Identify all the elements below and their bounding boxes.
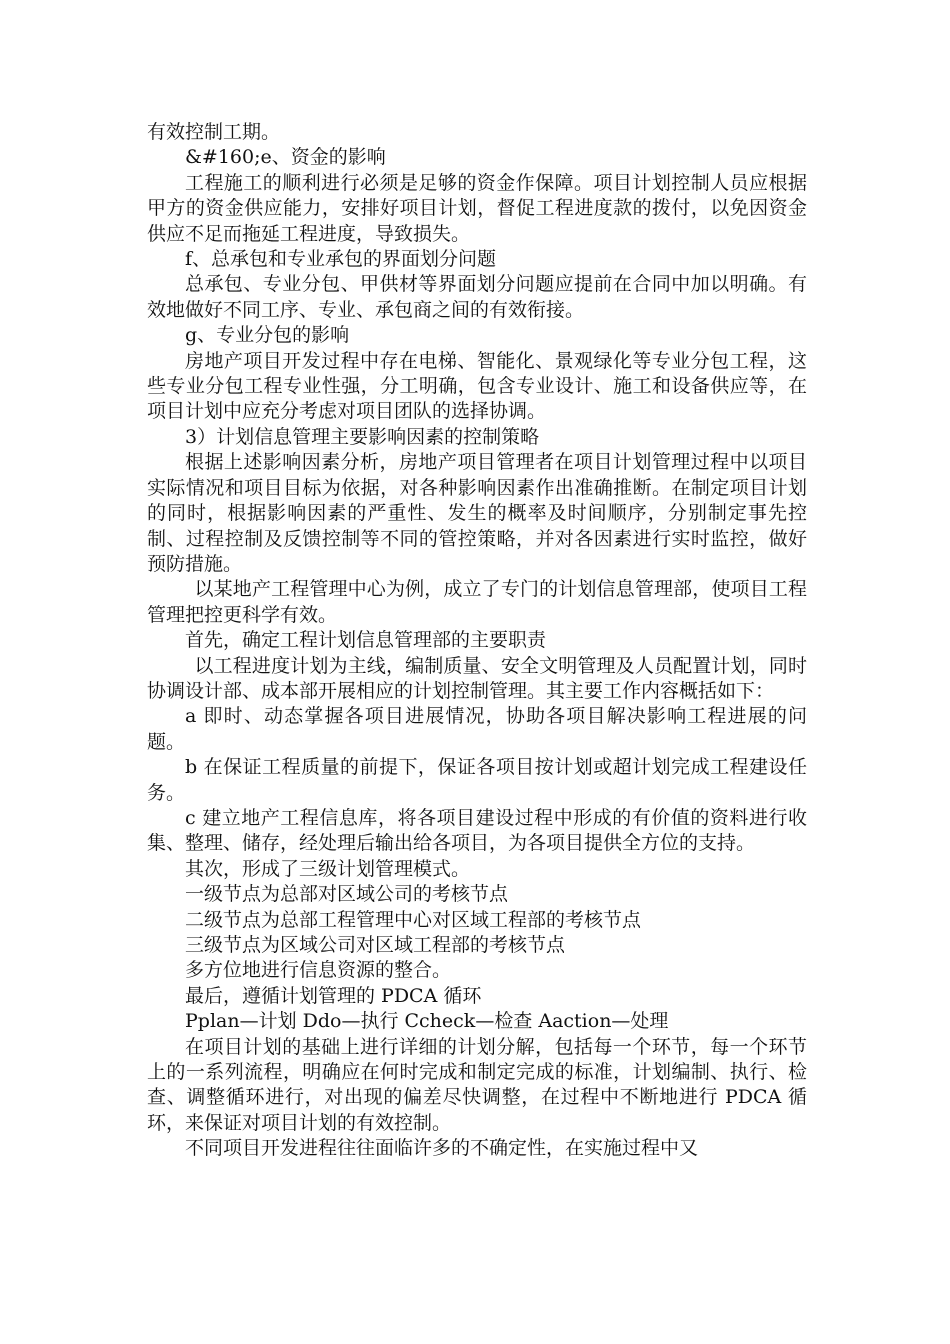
section-heading: 首先，确定工程计划信息管理部的主要职责: [185, 629, 547, 652]
paragraph: Pplan—计划 Ddo—执行 Ccheck—检查 Aaction—处理: [185, 1010, 669, 1033]
section-heading: g、专业分包的影响: [185, 324, 350, 347]
paragraph: 房地产项目开发过程中存在电梯、智能化、景观绿化等专业分包工程，这些专业分包工程专业性强，分工明确，包含专业设计、施工和设备供应等，在项目计划中应充分考虑对项目团队的选择协调。: [147, 349, 807, 423]
paragraph: 以某地产工程管理中心为例，成立了专门的计划信息管理部，使项目工程管理把控更科学有效。: [147, 578, 807, 626]
list-item: a 即时、动态掌握各项目进展情况，协助各项目解决影响工程进展的问题。: [147, 705, 807, 753]
section-heading: &#160;e、资金的影响: [185, 146, 386, 169]
list-item: 二级节点为总部工程管理中心对区域工程部的考核节点: [185, 908, 642, 931]
document-body: [147, 120, 807, 1162]
list-item: 一级节点为总部对区域公司的考核节点: [185, 883, 509, 906]
paragraph: 有效控制工期。: [147, 121, 281, 143]
paragraph: 总承包、专业分包、甲供材等界面划分问题应提前在合同中加以明确。有效地做好不同工序、专业、承包商之间的有效衔接。: [147, 273, 807, 321]
section-heading: 3）计划信息管理主要影响因素的控制策略: [185, 425, 540, 448]
paragraph: 在项目计划的基础上进行详细的计划分解，包括每一个环节，每一个环节上的一系列流程，明确应在何时完成和制定完成的标准，计划编制、执行、检查、调整循环进行，对出现的偏差尽快调整，在过程中不断地进行 PDCA 循环，来保证对项目计划的有效控制。: [147, 1035, 807, 1134]
paragraph: 不同项目开发进程往往面临许多的不确定性，在实施过程中又: [185, 1137, 699, 1160]
section-heading: 最后，遵循计划管理的 PDCA 循环: [185, 984, 482, 1007]
list-item: 三级节点为区域公司对区域工程部的考核节点: [185, 934, 566, 956]
paragraph: 工程施工的顺利进行必须是足够的资金作保障。项目计划控制人员应根据甲方的资金供应能力，安排好项目计划，督促工程进度款的拨付，以免因资金供应不足而拖延工程进度，导致损失。: [147, 171, 807, 245]
list-item: c 建立地产工程信息库，将各项目建设过程中形成的有价值的资料进行收集、整理、储存，经处理后输出给各项目，为各项目提供全方位的支持。: [147, 806, 807, 855]
paragraph: 多方位地进行信息资源的整合。: [185, 959, 452, 982]
paragraph: 以工程进度计划为主线，编制质量、安全文明管理及人员配置计划，同时协调设计部、成本部开展相应的计划控制管理。其主要工作内容概括如下：: [147, 654, 807, 702]
section-heading: 其次，形成了三级计划管理模式。: [185, 857, 471, 880]
list-item: b 在保证工程质量的前提下，保证各项目按计划或超计划完成工程建设任务。: [147, 756, 807, 804]
section-heading: f、总承包和专业承包的界面划分问题: [185, 248, 497, 271]
paragraph: 根据上述影响因素分析，房地产项目管理者在项目计划管理过程中以项目实际情况和项目目标为依据，对各种影响因素作出准确推断。在制定项目计划的同时，根据影响因素的严重性、发生的概率及时间顺序，分别制定事先控制、过程控制及反馈控制等不同的管控策略，并对各因素进行实时监控，做好预防措施。: [147, 451, 807, 575]
